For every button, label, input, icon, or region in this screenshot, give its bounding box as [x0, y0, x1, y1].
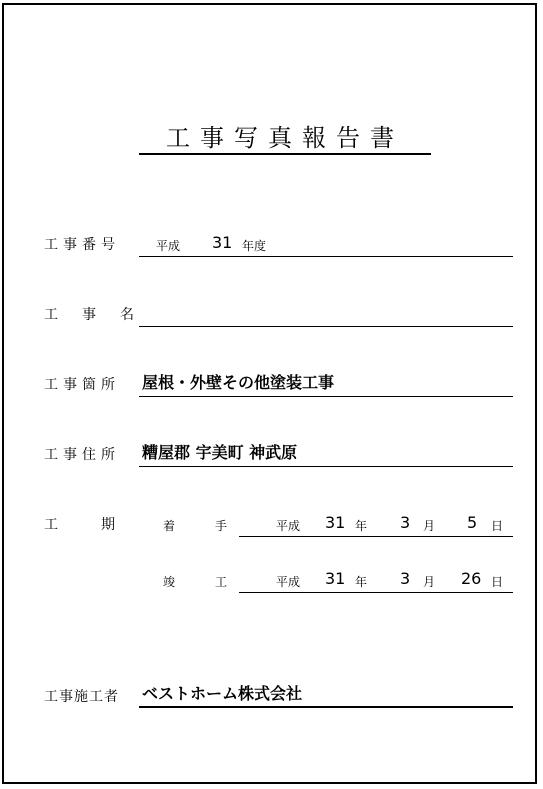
construction-address-underline	[139, 466, 513, 467]
construction-number-label: 工事番号	[44, 237, 120, 253]
period-start-year: 31	[325, 513, 346, 532]
construction-location-label: 工事箇所	[44, 377, 120, 393]
period-start-day: 5	[467, 513, 478, 532]
period-start-month: 3	[400, 513, 411, 532]
construction-location-value: 屋根・外壁その他塗装工事	[142, 373, 335, 392]
construction-number-year: 31	[212, 233, 233, 252]
construction-name-label: 工 事 名	[44, 307, 139, 323]
contractor-underline	[139, 706, 513, 708]
construction-location-underline	[139, 396, 513, 397]
period-end-day-unit: 日	[491, 575, 504, 589]
period-end-month-unit: 月	[423, 575, 436, 589]
period-end-year-unit: 年	[355, 575, 368, 589]
construction-address-label: 工事住所	[44, 447, 120, 463]
contractor-label: 工事施工者	[44, 689, 119, 705]
period-end-underline	[239, 592, 513, 593]
contractor-value: ベストホーム株式会社	[142, 684, 303, 703]
construction-address-value: 糟屋郡 宇美町 神武原	[142, 443, 298, 462]
period-start-era: 平成	[276, 519, 301, 533]
period-end-era: 平成	[276, 575, 301, 589]
period-start-month-unit: 月	[423, 519, 436, 533]
document-title: 工事写真報告書	[166, 124, 404, 152]
period-start-year-unit: 年	[355, 519, 368, 533]
construction-period-label: 工 期	[44, 517, 120, 533]
construction-name-underline	[139, 326, 513, 327]
construction-number-underline	[139, 256, 513, 257]
construction-number-era: 平成	[156, 239, 181, 253]
construction-number-year-suffix: 年度	[242, 239, 267, 253]
period-start-underline	[239, 536, 513, 537]
title-underline	[139, 153, 431, 155]
period-end-year: 31	[325, 569, 346, 588]
period-start-label: 着 手	[163, 519, 242, 533]
period-end-day: 26	[461, 569, 482, 588]
period-end-month: 3	[400, 569, 411, 588]
period-start-day-unit: 日	[491, 519, 504, 533]
period-end-label: 竣 工	[163, 575, 242, 589]
